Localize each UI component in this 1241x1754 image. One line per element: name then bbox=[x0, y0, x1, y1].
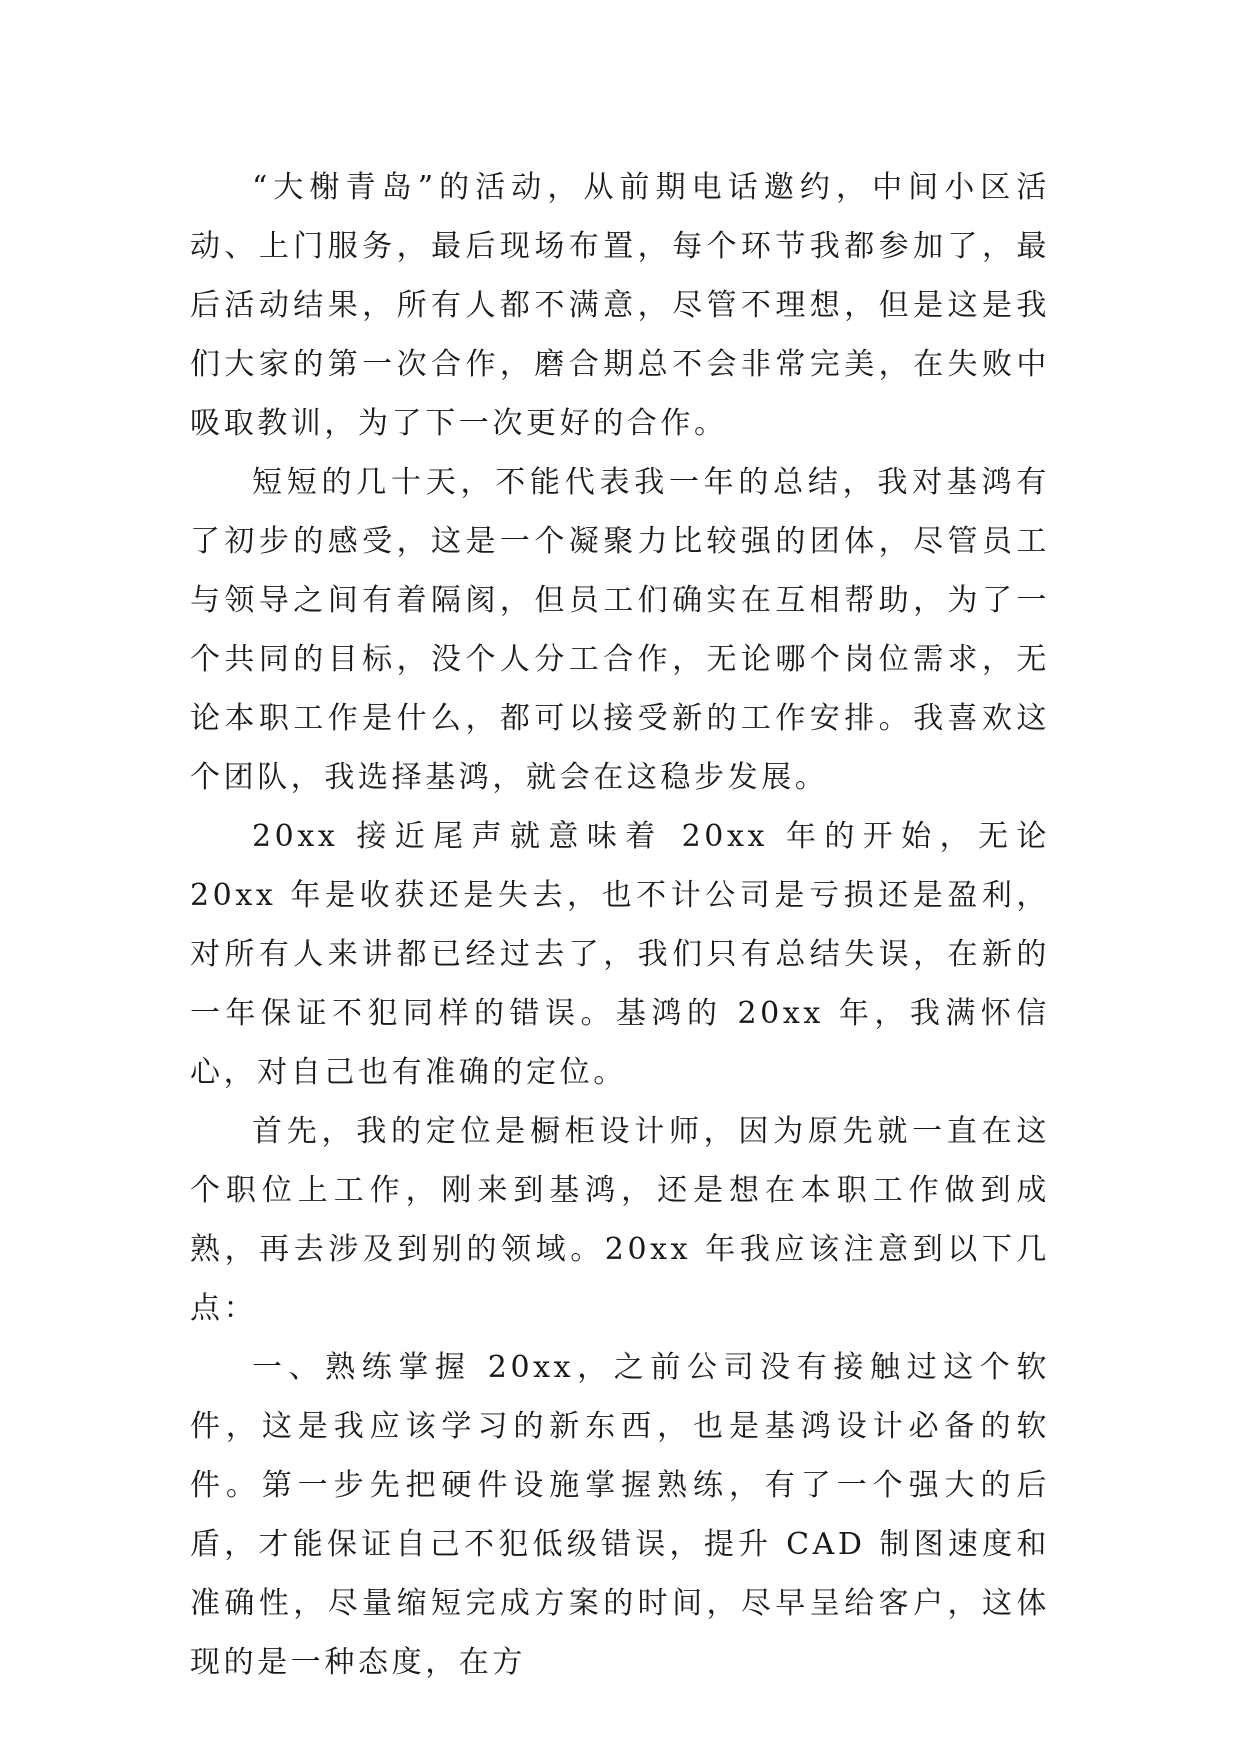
paragraph-3: 20xx 接近尾声就意味着 20xx 年的开始，无论 20xx 年是收获还是失去，也不计公司是亏损还是盈利，对所有人来讲都已经过去了，我们只有总结失误，在新的一年保证不犯同样的错误。基鸿的 20xx 年，我满怀信心，对自己也有准确的定位。 bbox=[190, 819, 1050, 1090]
paragraph-4: 首先，我的定位是橱柜设计师，因为原先就一直在这个职位上工作，刚来到基鸿，还是想在本职工作做到成熟，再去涉及到别的领域。20xx 年我应该注意到以下几点： bbox=[190, 1114, 1050, 1326]
paragraph-5: 一、熟练掌握 20xx，之前公司没有接触过这个软件，这是我应该学习的新东西，也是基鸿设计必备的软件。第一步先把硬件设施掌握熟练，有了一个强大的后盾，才能保证自己不犯低级错误，提升 CAD 制图速度和准确性，尽量缩短完成方案的时间，尽早呈给客户，这体现的是一种态度，在方 bbox=[190, 1350, 1050, 1680]
paragraph-1: “大榭青岛”的活动，从前期电话邀约，中间小区活动、上门服务，最后现场布置，每个环节我都参加了，最后活动结果，所有人都不满意，尽管不理想，但是这是我们大家的第一次合作，磨合期总不会非常完美，在失败中吸取教训，为了下一次更好的合作。 bbox=[190, 170, 1050, 441]
paragraph-2: 短短的几十天，不能代表我一年的总结，我对基鸿有了初步的感受，这是一个凝聚力比较强的团体，尽管员工与领导之间有着隔阂，但员工们确实在互相帮助，为了一个共同的目标，没个人分工合作，无论哪个岗位需求，无论本职工作是什么，都可以接受新的工作安排。我喜欢这个团队，我选择基鸿，就会在这稳步发展。 bbox=[190, 465, 1050, 795]
document-body bbox=[190, 158, 1050, 1692]
